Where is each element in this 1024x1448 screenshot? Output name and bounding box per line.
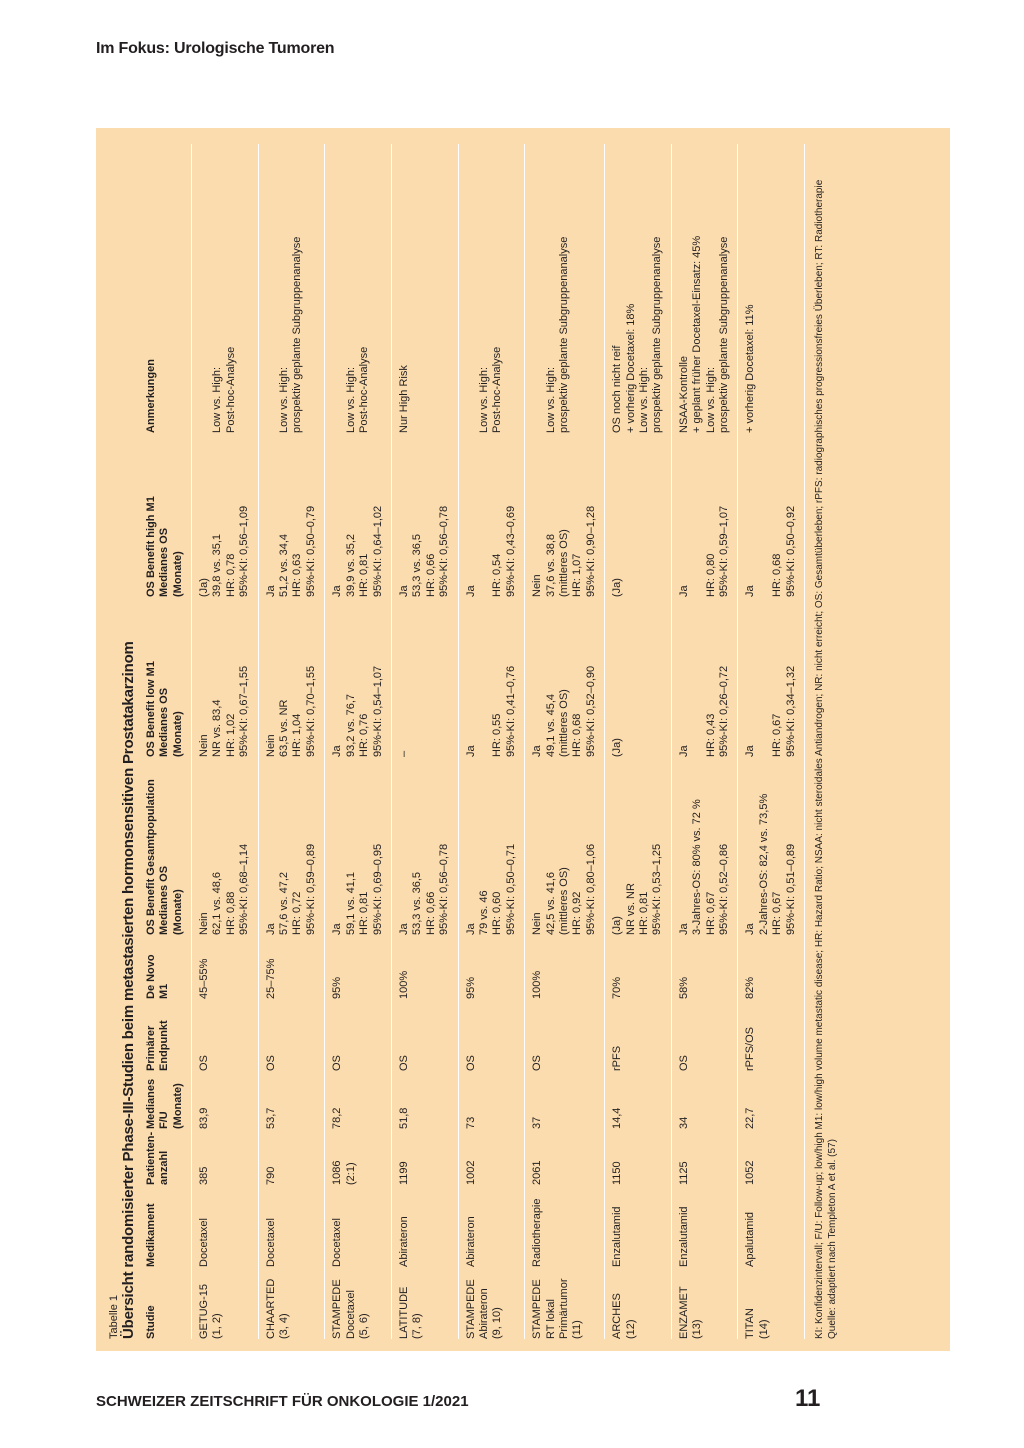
cell-os-high: Ja HR: 0,68 95%-KI: 0,50–0,92 xyxy=(738,433,805,597)
col-header-follow-up: Medianes F/U (Monate) xyxy=(141,1071,192,1129)
table-title: Übersicht randomisierter Phase-III-Studien beim metastasierten hormonsensitiven Prostatakarzinom xyxy=(120,641,138,1339)
cell-anmerkungen: OS noch nicht reif + vorherig Docetaxel: 18% Low vs. High: prospektiv geplante Subgruppenanalyse xyxy=(605,144,672,433)
cell-de-novo: 45–55% xyxy=(192,935,259,999)
cell-os-gesamt: (Ja) NR vs. NR HR: 0,81 95%-KI: 0,53–1,25 xyxy=(605,757,672,935)
cell-follow-up: 51,8 xyxy=(391,1071,458,1129)
cell-os-high: (Ja) 39,8 vs. 35,1 HR: 0,78 95%-KI: 0,56–1,09 xyxy=(192,433,259,597)
cell-os-gesamt: Ja 2-Jahres-OS: 82,4 vs. 73,5% HR: 0,67 95%-KI: 0,51–0,89 xyxy=(738,757,805,935)
col-header-studie: Studie xyxy=(141,1267,192,1339)
table-header-row xyxy=(141,144,192,1339)
cell-de-novo: 25–75% xyxy=(258,935,325,999)
cell-studie: STAMPEDE RT lokal Primärtumor (11) xyxy=(525,1267,605,1339)
cell-medikament: Docetaxel xyxy=(325,1185,392,1267)
table-row xyxy=(605,144,672,1339)
cell-studie: ENZAMET (13) xyxy=(671,1267,738,1339)
cell-endpunkt: rPFS xyxy=(605,999,672,1071)
cell-anmerkungen: + vorherig Docetaxel: 11% xyxy=(738,144,805,433)
cell-follow-up: 37 xyxy=(525,1071,605,1129)
cell-anmerkungen: Low vs. High: prospektiv geplante Subgruppenanalyse xyxy=(525,144,605,433)
cell-de-novo: 58% xyxy=(671,935,738,999)
cell-follow-up: 22,7 xyxy=(738,1071,805,1129)
cell-patientenanzahl: 2061 xyxy=(525,1129,605,1185)
cell-follow-up: 78,2 xyxy=(325,1071,392,1129)
cell-medikament: Docetaxel xyxy=(192,1185,259,1267)
cell-patientenanzahl: 1125 xyxy=(671,1129,738,1185)
cell-de-novo: 82% xyxy=(738,935,805,999)
col-header-os-gesamt: OS Benefit Gesamtpopulation Medianes OS (Monate) xyxy=(141,757,192,935)
cell-medikament: Enzalutamid xyxy=(605,1185,672,1267)
cell-os-low: Nein 63,5 vs. NR HR: 1,04 95%-KI: 0,70–1,55 xyxy=(258,597,325,757)
cell-anmerkungen: Nur High Risk xyxy=(391,144,458,433)
cell-os-high: Ja HR: 0,54 95%-KI: 0,43–0,69 xyxy=(458,433,525,597)
cell-studie: LATITUDE (7, 8) xyxy=(391,1267,458,1339)
cell-endpunkt: OS xyxy=(192,999,259,1071)
cell-endpunkt: OS xyxy=(258,999,325,1071)
cell-patientenanzahl: 1002 xyxy=(458,1129,525,1185)
cell-studie: STAMPEDE Docetaxel (5, 6) xyxy=(325,1267,392,1339)
cell-studie: GETUG-15 (1, 2) xyxy=(192,1267,259,1339)
col-header-medikament: Medikament xyxy=(141,1185,192,1267)
cell-patientenanzahl: 790 xyxy=(258,1129,325,1185)
cell-studie: CHAARTED (3, 4) xyxy=(258,1267,325,1339)
cell-os-gesamt: Ja 57,6 vs. 47,2 HR: 0,72 95%-KI: 0,59–0,89 xyxy=(258,757,325,935)
cell-os-gesamt: Nein 62,1 vs. 48,6 HR: 0,88 95%-KI: 0,68–1,14 xyxy=(192,757,259,935)
table-label: Tabelle 1 xyxy=(108,1294,120,1339)
cell-anmerkungen: NSAA-Kontrolle + geplant früher Docetaxel-Einsatz: 45% Low vs. High: prospektiv geplante Subgruppenanalyse xyxy=(671,144,738,433)
cell-os-gesamt: Ja 79 vs. 46 HR: 0,60 95%-KI: 0,50–0,71 xyxy=(458,757,525,935)
studies-table xyxy=(141,144,805,1339)
rotated-table-content xyxy=(96,128,950,1351)
table-panel xyxy=(96,128,950,1351)
cell-endpunkt: OS xyxy=(325,999,392,1071)
table-row xyxy=(258,144,325,1339)
running-header: Im Fokus: Urologische Tumoren xyxy=(96,40,335,57)
cell-follow-up: 14,4 xyxy=(605,1071,672,1129)
cell-endpunkt: rPFS/OS xyxy=(738,999,805,1071)
col-header-patientenanzahl: Patienten- anzahl xyxy=(141,1129,192,1185)
table-row xyxy=(192,144,259,1339)
cell-os-high: Ja HR: 0,80 95%-KI: 0,59–1,07 xyxy=(671,433,738,597)
table-row xyxy=(738,144,805,1339)
cell-follow-up: 73 xyxy=(458,1071,525,1129)
cell-os-high: Ja 53,3 vs. 36,5 HR: 0,66 95%-KI: 0,56–0,78 xyxy=(391,433,458,597)
cell-endpunkt: OS xyxy=(458,999,525,1071)
cell-patientenanzahl: 1150 xyxy=(605,1129,672,1185)
cell-os-low: Ja 49,1 vs. 45,4 (mittleres OS) HR: 0,68 95%-KI: 0,52–0,90 xyxy=(525,597,605,757)
cell-os-high: (Ja) xyxy=(605,433,672,597)
table-footnotes xyxy=(813,144,839,1339)
cell-anmerkungen: Low vs. High: prospektiv geplante Subgruppenanalyse xyxy=(258,144,325,433)
col-header-endpunkt: Primärer Endpunkt xyxy=(141,999,192,1071)
cell-patientenanzahl: 385 xyxy=(192,1129,259,1185)
table-row xyxy=(391,144,458,1339)
cell-anmerkungen: Low vs. High: Post-hoc-Analyse xyxy=(192,144,259,433)
cell-de-novo: 95% xyxy=(458,935,525,999)
cell-os-low: Ja HR: 0,67 95%-KI: 0,34–1,32 xyxy=(738,597,805,757)
cell-os-high: Ja 39,9 vs. 35,2 HR: 0,81 95%-KI: 0,64–1,02 xyxy=(325,433,392,597)
cell-endpunkt: OS xyxy=(391,999,458,1071)
cell-de-novo: 70% xyxy=(605,935,672,999)
cell-os-high: Nein 37,6 vs. 38,8 (mittleres OS) HR: 1,07 95%-KI: 0,90–1,28 xyxy=(525,433,605,597)
table-row xyxy=(458,144,525,1339)
cell-patientenanzahl: 1086 (2:1) xyxy=(325,1129,392,1185)
cell-medikament: Abirateron xyxy=(391,1185,458,1267)
cell-de-novo: 95% xyxy=(325,935,392,999)
cell-anmerkungen: Low vs. High: Post-hoc-Analyse xyxy=(325,144,392,433)
table-row xyxy=(525,144,605,1339)
cell-anmerkungen: Low vs. High: Post-hoc-Analyse xyxy=(458,144,525,433)
col-header-anmerkungen: Anmerkungen xyxy=(141,144,192,433)
cell-endpunkt: OS xyxy=(525,999,605,1071)
cell-os-low: Ja HR: 0,55 95%-KI: 0,41–0,76 xyxy=(458,597,525,757)
cell-patientenanzahl: 1052 xyxy=(738,1129,805,1185)
cell-de-novo: 100% xyxy=(525,935,605,999)
cell-os-gesamt: Ja 59,1 vs. 41,1 HR: 0,81 95%-KI: 0,69–0,95 xyxy=(325,757,392,935)
cell-os-low: Ja 93,2 vs. 76,7 HR: 0,76 95%-KI: 0,54–1,07 xyxy=(325,597,392,757)
cell-follow-up: 53,7 xyxy=(258,1071,325,1129)
cell-follow-up: 83,9 xyxy=(192,1071,259,1129)
table-row xyxy=(671,144,738,1339)
col-header-os-low: OS Benefit low M1 Medianes OS (Monate) xyxy=(141,597,192,757)
cell-os-low: Nein NR vs. 83,4 HR: 1,02 95%-KI: 0,67–1,55 xyxy=(192,597,259,757)
cell-studie: TITAN (14) xyxy=(738,1267,805,1339)
cell-endpunkt: OS xyxy=(671,999,738,1071)
cell-medikament: Docetaxel xyxy=(258,1185,325,1267)
cell-os-gesamt: Nein 42,5 vs. 41,6 (mittleres OS) HR: 0,92 95%-KI: 0,80–1,06 xyxy=(525,757,605,935)
abbreviations-note: KI: Konfidenzintervall; F/U: Follow-up; low/high M1: low/high volume metastatic disease; HR: Hazard Ratio; NSAA: nicht steroidales Antiandrogen; NR: nicht erreicht; OS: Gesamtüberleben; rPFS: radiographisches progressionsfreies Überleben; RT: Radiotherapie xyxy=(814,179,826,1339)
cell-os-gesamt: Ja 3-Jahres-OS: 80% vs. 72 % HR: 0,67 95%-KI: 0,52–0,86 xyxy=(671,757,738,935)
cell-os-low: – xyxy=(391,597,458,757)
cell-studie: ARCHES (12) xyxy=(605,1267,672,1339)
cell-medikament: Enzalutamid xyxy=(671,1185,738,1267)
cell-os-low: (Ja) xyxy=(605,597,672,757)
table-row xyxy=(325,144,392,1339)
cell-patientenanzahl: 1199 xyxy=(391,1129,458,1185)
cell-os-low: Ja HR: 0,43 95%-KI: 0,26–0,72 xyxy=(671,597,738,757)
cell-medikament: Radiotherapie xyxy=(525,1185,605,1267)
source-note: Quelle: adaptiert nach Templeton A et al. (57) xyxy=(827,1139,839,1339)
col-header-os-high: OS Benefit high M1 Medianes OS (Monate) xyxy=(141,433,192,597)
cell-studie: STAMPEDE Abirateron (9, 10) xyxy=(458,1267,525,1339)
page-number: 11 xyxy=(795,1385,821,1412)
cell-follow-up: 34 xyxy=(671,1071,738,1129)
cell-os-high: Ja 51,2 vs. 34,4 HR: 0,63 95%-KI: 0,50–0,79 xyxy=(258,433,325,597)
cell-medikament: Abirateron xyxy=(458,1185,525,1267)
cell-medikament: Apalutamid xyxy=(738,1185,805,1267)
cell-os-gesamt: Ja 53,3 vs. 36,5 HR: 0,66 95%-KI: 0,56–0,78 xyxy=(391,757,458,935)
journal-footer: SCHWEIZER ZEITSCHRIFT FÜR ONKOLOGIE 1/2021 xyxy=(96,1393,469,1410)
cell-de-novo: 100% xyxy=(391,935,458,999)
col-header-de-novo: De Novo M1 xyxy=(141,935,192,999)
